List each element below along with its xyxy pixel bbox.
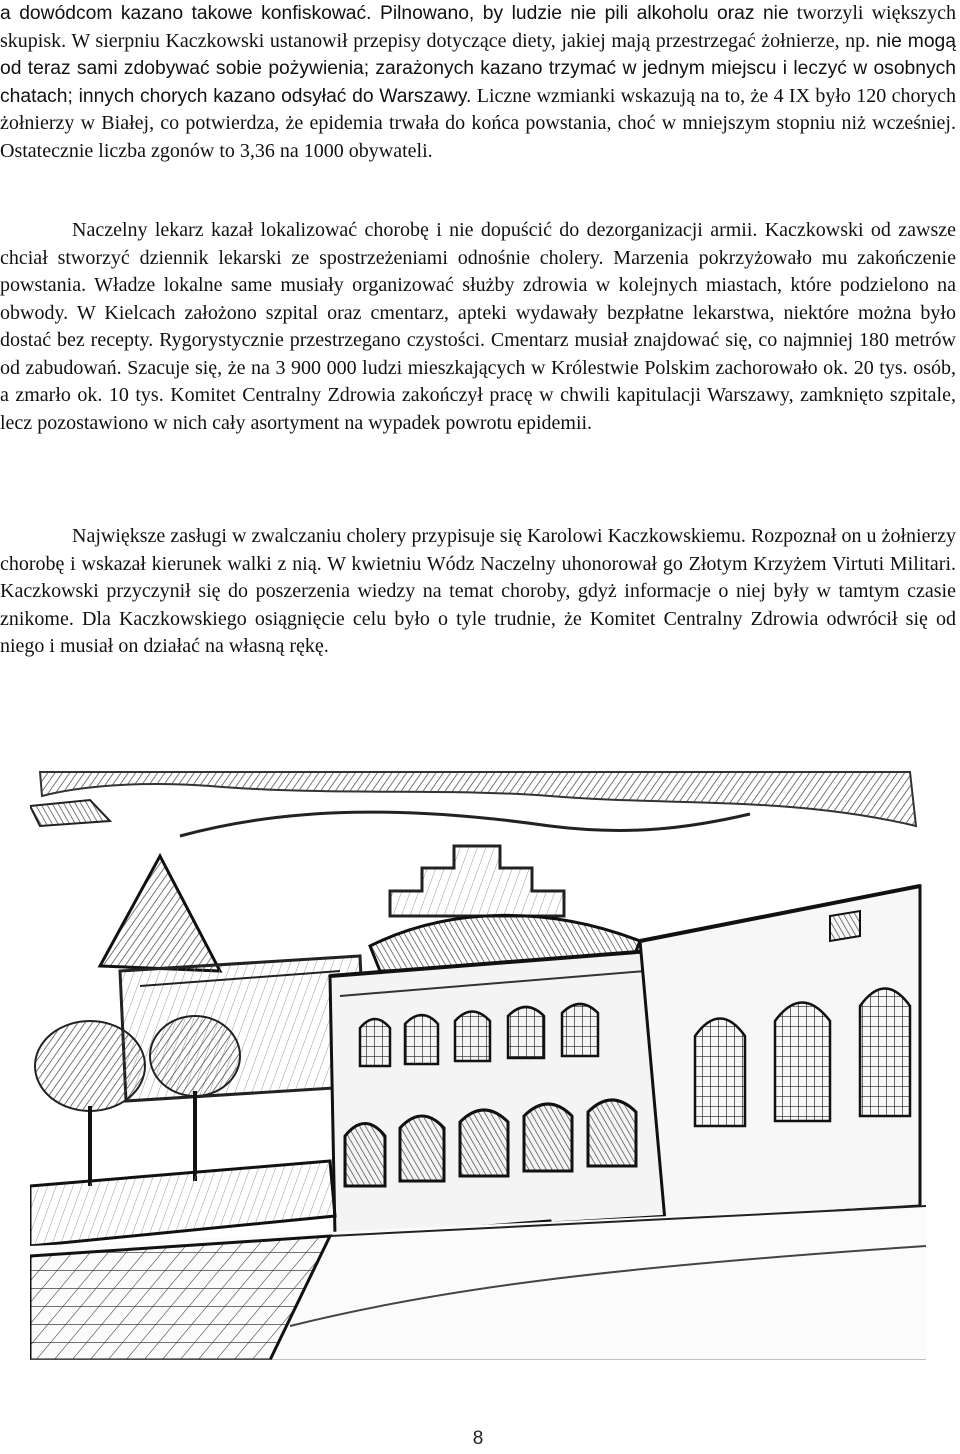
paragraph-2-text: Naczelny lekarz kazał lokalizować chorobę i nie dopuścić do dezorganizacji armii. Kaczkowski od zawsze chciał stworzyć dziennik lekarski ze spostrzeżeniami odnośnie cholery. Marzenia pokrzyżowało mu zakończenie powstania. Władze lokalne same musiały organizować służby zdrowia w kolejnych miastach, które podzielono na obwody. W Kielcach założono szpital oraz cmentarz, apteki wydawały bezpłatne lekarstwa, niektóre można było dostać bez recepty. Rygorystycznie przestrzegano czystości. Cmentarz musiał znajdować się, co najmniej 180 metrów od zabudowań. Szacuje się, że na 3 900 000 ludzi mieszkających w Królestwie Polskim zachorowało ok. 20 tys. osób, a zmarło ok. 10 tys. Komitet Centralny Zdrowia zakończył pracę w chwili kapitulacji Warszawy, zamknięto szpitale, lecz pozostawiono w nich cały asortyment na wypadek powrotu epidemii. — [0, 219, 956, 434]
pencil-sketch-hospital-building-icon — [30, 766, 926, 1360]
paragraph-2 — [0, 217, 956, 437]
paragraph-1 — [0, 0, 956, 165]
paragraph-3-text: Największe zasługi w zwalczaniu cholery przypisuje się Karolowi Kaczkowskiemu. Rozpoznał on u żołnierzy chorobę i wskazał kierunek walki z nią. W kwietniu Wódz Naczelny uhonorował go Złotym Krzyżem Virtuti Militari. Kaczkowski przyczynił się do poszerzenia wiedzy na temat choroby, gdyż informacje o niej były w tamtym czasie znikome. Dla Kaczkowskiego osiągnięcie celu było o tyle trudnie, że Komitet Centralny Zdrowia odwrócił się od niego i musiał on działać na własną rękę. — [0, 525, 956, 657]
paragraph-3 — [0, 523, 956, 661]
paragraph-1-segment-serif-b: Liczne wzmianki wskazują na to, że 4 IX było 120 chorych żołnierzy w Białej, co potwierdza, że epidemia trwała do końca powstania, choć w mniejszym stopniu niż wcześniej. Ostatecznie liczba zgonów to 3,36 na 1000 obywateli. — [0, 84, 956, 162]
page-number: 8 — [472, 1428, 484, 1449]
paragraph-1-segment-sans-a: a dowódcom kazano takowe konfiskować. Pilnowano, by ludzie nie pili alkoholu oraz nie — [0, 3, 789, 24]
hospital-sketch-illustration — [30, 766, 926, 1360]
paragraph-1-segment-serif-a: tworzyli większych skupisk. W sierpniu Kaczkowski ustanowił przepisy dotyczące diety, jakiej mają przestrzegać żołnierze, np. — [0, 2, 956, 52]
paragraph-1-segment-sans-b: nie mogą od teraz sami zdobywać sobie pożywienia; zarażonych kazano trzymać w jednym miejscu i leczyć w osobnych chatach; innych chorych kazano odsyłać do Warszawy. — [0, 30, 956, 107]
